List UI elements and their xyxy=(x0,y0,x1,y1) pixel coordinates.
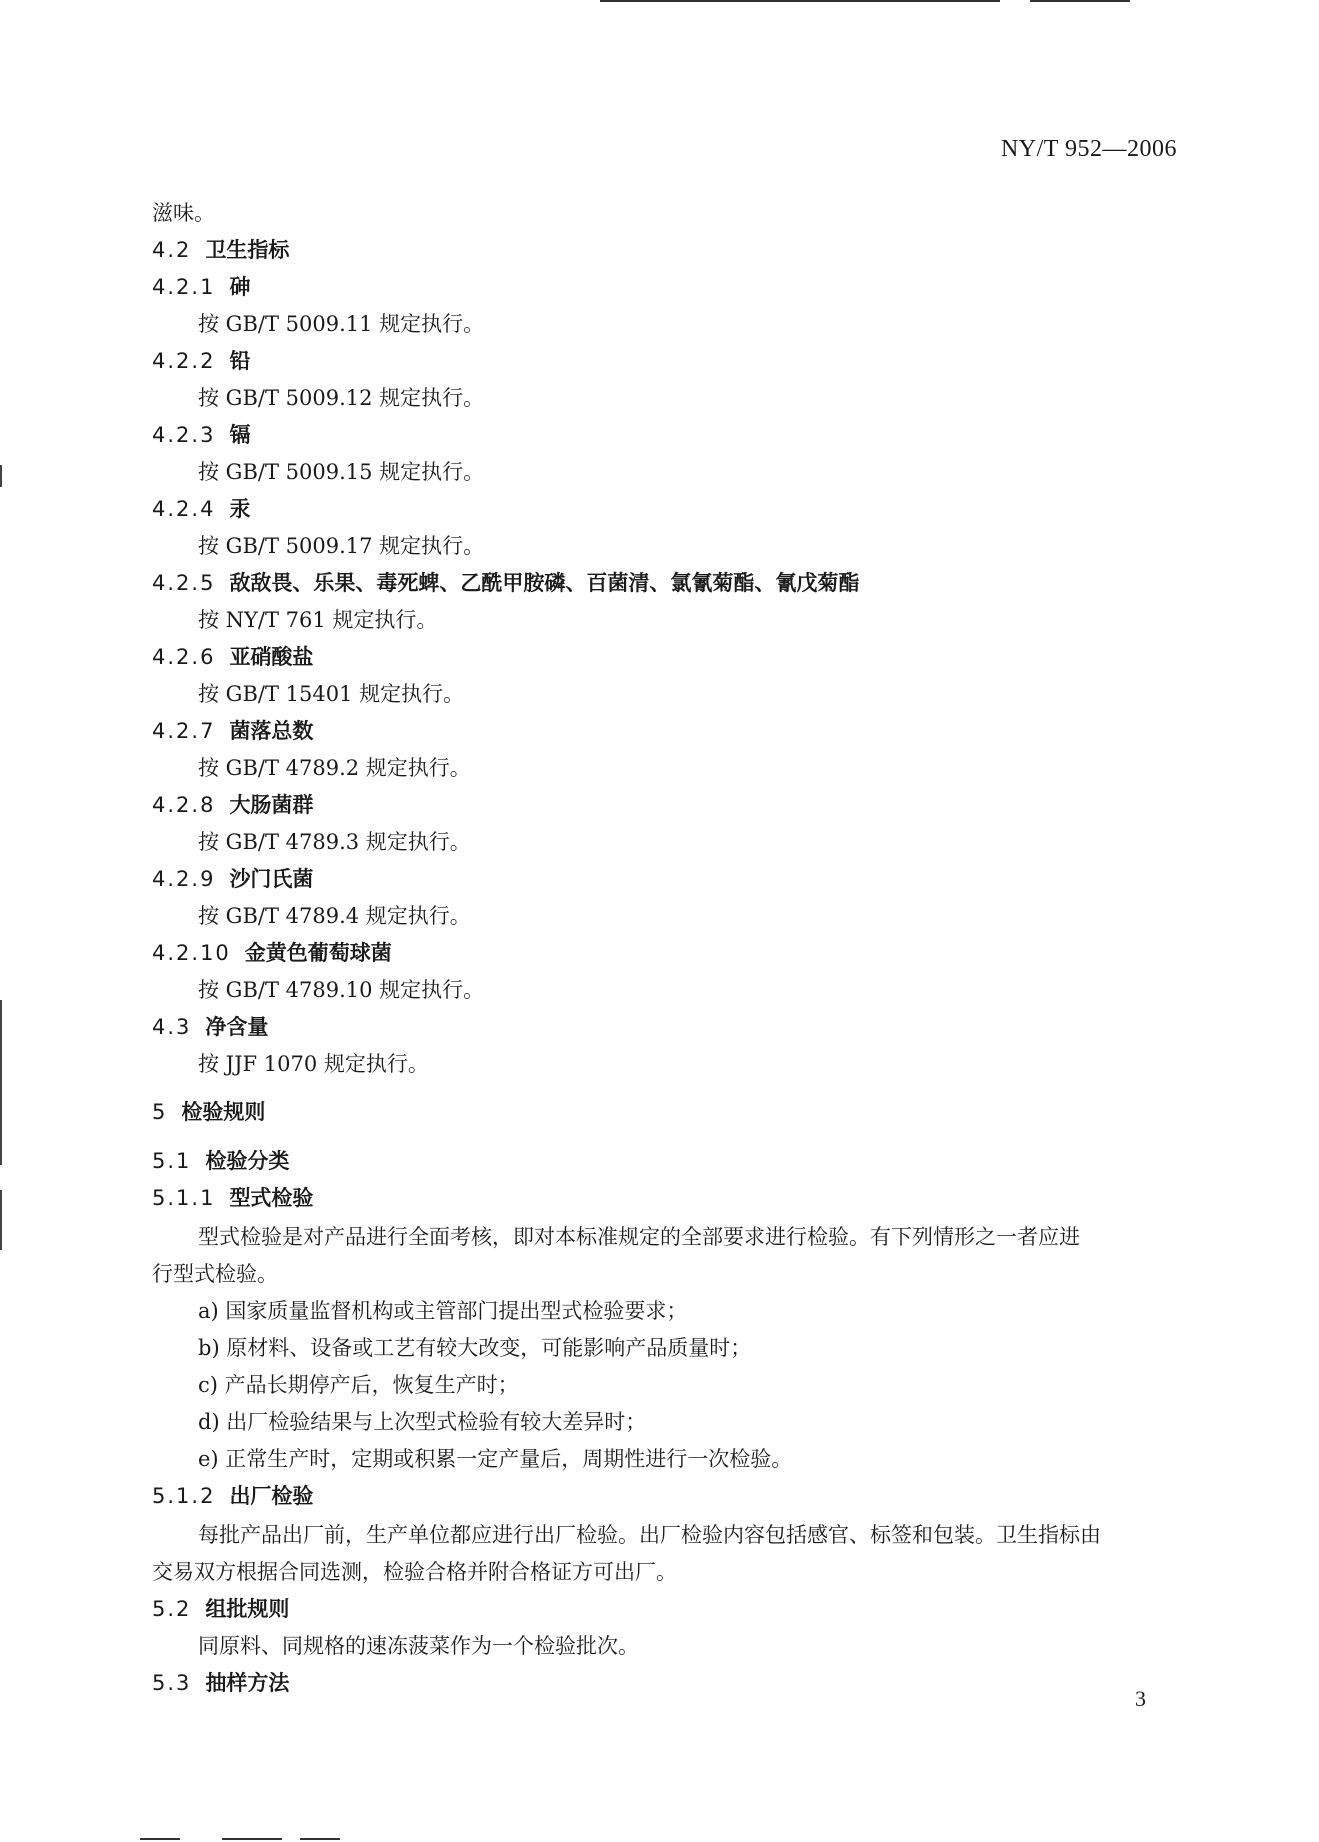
bottom-rule xyxy=(140,1838,180,1840)
body-line: 按 NY/T 761 规定执行。 xyxy=(198,608,438,632)
list-item: a) 国家质量监督机构或主管部门提出型式检验要求； xyxy=(198,1299,688,1323)
section-heading: 4.2.10 金黄色葡萄球菌 xyxy=(152,941,392,965)
body-line: 按 GB/T 5009.17 规定执行。 xyxy=(198,534,485,558)
body-line: 按 GB/T 5009.15 规定执行。 xyxy=(198,460,485,484)
body-line: 按 GB/T 4789.10 规定执行。 xyxy=(198,978,485,1002)
section-heading: 5.1 检验分类 xyxy=(152,1149,290,1173)
list-item: d) 出厂检验结果与上次型式检验有较大差异时； xyxy=(198,1410,647,1434)
section-heading: 5.1.2 出厂检验 xyxy=(152,1484,314,1508)
body-line: 按 GB/T 5009.11 规定执行。 xyxy=(198,312,485,336)
section-heading: 4.2.2 铅 xyxy=(152,349,251,373)
bottom-rule xyxy=(300,1838,340,1840)
body-line: 按 JJF 1070 规定执行。 xyxy=(198,1052,429,1076)
section-heading: 5.2 组批规则 xyxy=(152,1597,290,1621)
scan-mark xyxy=(0,1000,2,1165)
body-line: 每批产品出厂前，生产单位都应进行出厂检验。出厂检验内容包括感官、标签和包装。卫生指标由 xyxy=(198,1523,1101,1547)
body-line: 交易双方根据合同选测，检验合格并附合格证方可出厂。 xyxy=(152,1560,677,1584)
body-line: 按 GB/T 4789.4 规定执行。 xyxy=(198,904,471,928)
body-line: 型式检验是对产品进行全面考核，即对本标准规定的全部要求进行检验。有下列情形之一者应进 xyxy=(198,1225,1080,1249)
section-heading: 5.3 抽样方法 xyxy=(152,1671,290,1695)
section-heading: 5 检验规则 xyxy=(152,1100,266,1124)
section-heading: 4.2.9 沙门氏菌 xyxy=(152,867,314,891)
section-heading: 4.2.7 菌落总数 xyxy=(152,719,314,743)
scan-mark xyxy=(0,1190,2,1250)
section-heading: 4.2.6 亚硝酸盐 xyxy=(152,645,314,669)
section-heading: 4.2.1 砷 xyxy=(152,275,251,299)
body-line: 按 GB/T 4789.3 规定执行。 xyxy=(198,830,471,854)
body-line: 按 GB/T 4789.2 规定执行。 xyxy=(198,756,471,780)
top-rule xyxy=(600,0,1000,2)
list-item: c) 产品长期停产后，恢复生产时； xyxy=(198,1373,519,1397)
section-heading: 4.2.3 镉 xyxy=(152,423,251,447)
list-item: b) 原材料、设备或工艺有较大改变，可能影响产品质量时； xyxy=(198,1336,752,1360)
body-line: 行型式检验。 xyxy=(152,1262,278,1286)
top-rule xyxy=(1030,0,1130,2)
page-number: 3 xyxy=(1135,1686,1146,1711)
section-heading: 4.2.5 敌敌畏、乐果、毒死蜱、乙酰甲胺磷、百菌清、氯氰菊酯、氰戊菊酯 xyxy=(152,571,860,595)
body-line: 按 GB/T 5009.12 规定执行。 xyxy=(198,386,485,410)
section-heading: 4.2.8 大肠菌群 xyxy=(152,793,314,817)
body-line: 同原料、同规格的速冻菠菜作为一个检验批次。 xyxy=(198,1634,639,1658)
body-line: 按 GB/T 15401 规定执行。 xyxy=(198,682,465,706)
scan-mark xyxy=(0,465,2,487)
section-heading: 5.1.1 型式检验 xyxy=(152,1186,314,1210)
bottom-rule xyxy=(222,1838,282,1840)
section-heading: 4.3 净含量 xyxy=(152,1015,269,1039)
list-item: e) 正常生产时，定期或积累一定产量后，周期性进行一次检验。 xyxy=(198,1447,793,1471)
section-heading: 4.2 卫生指标 xyxy=(152,238,290,262)
body-line: 滋味。 xyxy=(152,201,215,225)
standard-code: NY/T 952—2006 xyxy=(1000,136,1177,162)
section-heading: 4.2.4 汞 xyxy=(152,497,251,521)
